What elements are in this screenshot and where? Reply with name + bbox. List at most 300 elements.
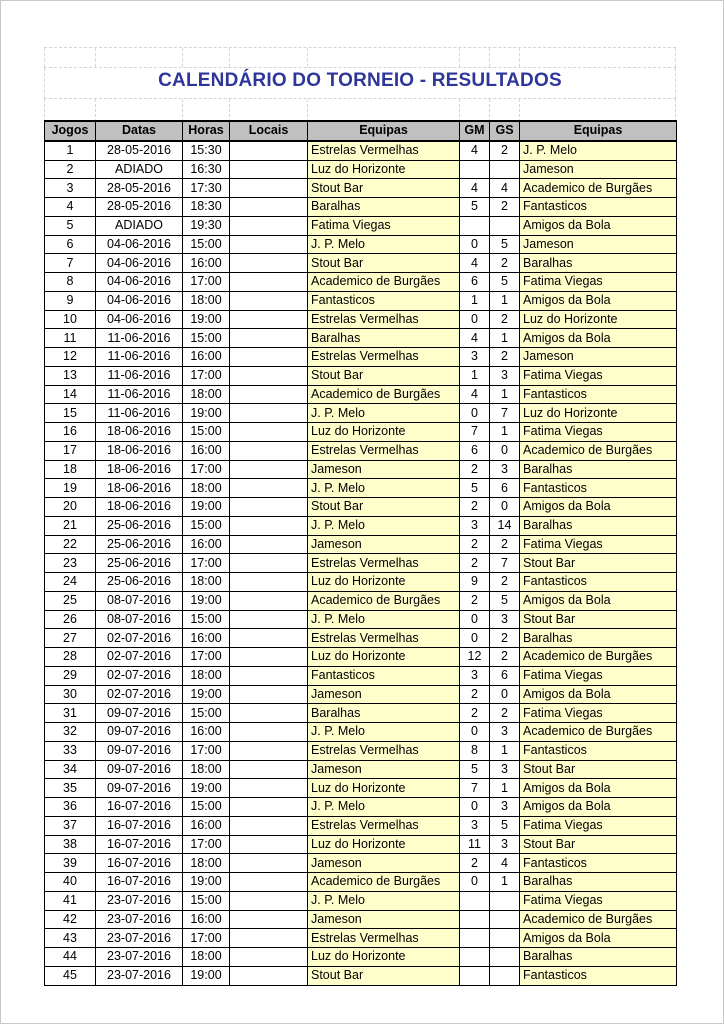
cell-gm: 4 [460, 329, 490, 348]
cell-data: 02-07-2016 [96, 666, 183, 685]
cell-gm: 4 [460, 141, 490, 160]
cell-hora: 15:00 [183, 891, 230, 910]
cell-hora: 17:00 [183, 273, 230, 292]
cell-gs: 6 [490, 479, 520, 498]
cell-equipa-fora: Stout Bar [520, 760, 677, 779]
table-row [45, 760, 677, 779]
cell-equipa-casa: J. P. Melo [308, 404, 460, 423]
cell-gs: 4 [490, 854, 520, 873]
cell-gm: 2 [460, 460, 490, 479]
cell-gm: 3 [460, 348, 490, 367]
cell-equipa-fora: Fantasticos [520, 573, 677, 592]
cell-gm: 0 [460, 235, 490, 254]
cell-gm: 2 [460, 854, 490, 873]
cell-equipa-fora: Amigos da Bola [520, 798, 677, 817]
cell-local [230, 666, 308, 685]
cell-equipa-fora: Amigos da Bola [520, 216, 677, 235]
cell-jogo: 17 [45, 441, 96, 460]
cell-gm: 2 [460, 535, 490, 554]
cell-gs: 1 [490, 741, 520, 760]
cell-equipa-fora: Fantasticos [520, 854, 677, 873]
cell-gs: 3 [490, 760, 520, 779]
cell-jogo: 26 [45, 610, 96, 629]
cell-equipa-casa: Baralhas [308, 704, 460, 723]
cell-equipa-fora: Amigos da Bola [520, 929, 677, 948]
table-row [45, 498, 677, 517]
cell-jogo: 34 [45, 760, 96, 779]
cell-jogo: 40 [45, 873, 96, 892]
cell-data: 11-06-2016 [96, 329, 183, 348]
cell-data: 02-07-2016 [96, 629, 183, 648]
cell-gs: 0 [490, 685, 520, 704]
cell-gs: 5 [490, 273, 520, 292]
cell-hora: 19:00 [183, 685, 230, 704]
cell-gs: 2 [490, 573, 520, 592]
cell-gs: 5 [490, 235, 520, 254]
cell-equipa-casa: Estrelas Vermelhas [308, 929, 460, 948]
cell-hora: 16:30 [183, 160, 230, 179]
cell-equipa-fora: Baralhas [520, 516, 677, 535]
cell-jogo: 2 [45, 160, 96, 179]
cell-gm: 4 [460, 179, 490, 198]
cell-jogo: 19 [45, 479, 96, 498]
cell-gs [490, 891, 520, 910]
cell-equipa-casa: J. P. Melo [308, 723, 460, 742]
cell-jogo: 38 [45, 835, 96, 854]
cell-gm: 3 [460, 666, 490, 685]
cell-jogo: 22 [45, 535, 96, 554]
cell-jogo: 14 [45, 385, 96, 404]
table-row [45, 816, 677, 835]
table-row [45, 573, 677, 592]
cell-data: 08-07-2016 [96, 610, 183, 629]
cell-equipa-fora: Academico de Burgães [520, 179, 677, 198]
cell-local [230, 929, 308, 948]
table-row [45, 929, 677, 948]
cell-jogo: 10 [45, 310, 96, 329]
table-row [45, 723, 677, 742]
cell-hora: 18:00 [183, 573, 230, 592]
cell-equipa-fora: Fantasticos [520, 385, 677, 404]
cell-gm: 6 [460, 441, 490, 460]
cell-gs: 2 [490, 648, 520, 667]
cell-jogo: 23 [45, 554, 96, 573]
cell-data: 28-05-2016 [96, 198, 183, 217]
header-locais: Locais [230, 121, 308, 141]
cell-jogo: 42 [45, 910, 96, 929]
cell-gm: 11 [460, 835, 490, 854]
cell-gm: 0 [460, 723, 490, 742]
cell-data: ADIADO [96, 160, 183, 179]
cell-gs: 2 [490, 535, 520, 554]
cell-equipa-fora: Fantasticos [520, 479, 677, 498]
cell-local [230, 704, 308, 723]
cell-gs: 7 [490, 404, 520, 423]
cell-equipa-fora: Fatima Viegas [520, 423, 677, 442]
cell-equipa-fora: Fatima Viegas [520, 666, 677, 685]
cell-equipa-fora: Fantasticos [520, 966, 677, 985]
table-row [45, 610, 677, 629]
cell-jogo: 27 [45, 629, 96, 648]
cell-data: 02-07-2016 [96, 648, 183, 667]
cell-local [230, 910, 308, 929]
table-row [45, 291, 677, 310]
cell-data: 11-06-2016 [96, 366, 183, 385]
cell-hora: 19:00 [183, 873, 230, 892]
table-row [45, 254, 677, 273]
cell-gm: 0 [460, 404, 490, 423]
cell-local [230, 891, 308, 910]
table-row [45, 273, 677, 292]
cell-gs: 1 [490, 423, 520, 442]
cell-equipa-fora: Academico de Burgães [520, 910, 677, 929]
cell-hora: 18:00 [183, 291, 230, 310]
header-gs: GS [490, 121, 520, 141]
cell-local [230, 366, 308, 385]
cell-data: 18-06-2016 [96, 479, 183, 498]
table-row [45, 779, 677, 798]
cell-equipa-casa: Stout Bar [308, 966, 460, 985]
cell-equipa-fora: Amigos da Bola [520, 591, 677, 610]
cell-hora: 19:00 [183, 404, 230, 423]
cell-jogo: 6 [45, 235, 96, 254]
cell-equipa-casa: Estrelas Vermelhas [308, 741, 460, 760]
table-row [45, 479, 677, 498]
cell-equipa-casa: Fantasticos [308, 666, 460, 685]
cell-data: 04-06-2016 [96, 273, 183, 292]
cell-jogo: 7 [45, 254, 96, 273]
cell-data: 09-07-2016 [96, 760, 183, 779]
cell-gs: 2 [490, 254, 520, 273]
cell-data: 25-06-2016 [96, 516, 183, 535]
cell-gm: 8 [460, 741, 490, 760]
table-row [45, 404, 677, 423]
cell-equipa-fora: Amigos da Bola [520, 685, 677, 704]
cell-equipa-fora: Jameson [520, 235, 677, 254]
cell-equipa-casa: Academico de Burgães [308, 273, 460, 292]
cell-jogo: 21 [45, 516, 96, 535]
cell-hora: 19:30 [183, 216, 230, 235]
cell-equipa-fora: Baralhas [520, 254, 677, 273]
cell-hora: 19:00 [183, 779, 230, 798]
cell-gm: 3 [460, 816, 490, 835]
cell-gm: 7 [460, 779, 490, 798]
cell-jogo: 12 [45, 348, 96, 367]
cell-hora: 18:00 [183, 854, 230, 873]
cell-gs: 1 [490, 385, 520, 404]
cell-data: 16-07-2016 [96, 835, 183, 854]
cell-data: 16-07-2016 [96, 798, 183, 817]
cell-equipa-casa: Estrelas Vermelhas [308, 554, 460, 573]
cell-equipa-fora: J. P. Melo [520, 141, 677, 160]
cell-equipa-fora: Academico de Burgães [520, 648, 677, 667]
cell-gm: 3 [460, 516, 490, 535]
results-table [44, 120, 677, 986]
cell-equipa-fora: Luz do Horizonte [520, 310, 677, 329]
cell-equipa-fora: Baralhas [520, 948, 677, 967]
cell-gm [460, 929, 490, 948]
cell-data: 04-06-2016 [96, 235, 183, 254]
cell-gs: 3 [490, 723, 520, 742]
cell-equipa-fora: Baralhas [520, 873, 677, 892]
cell-gs [490, 160, 520, 179]
cell-hora: 17:00 [183, 835, 230, 854]
cell-data: 04-06-2016 [96, 310, 183, 329]
cell-equipa-casa: Estrelas Vermelhas [308, 310, 460, 329]
cell-equipa-fora: Jameson [520, 160, 677, 179]
cell-data: 23-07-2016 [96, 929, 183, 948]
cell-data: 04-06-2016 [96, 254, 183, 273]
header-row [45, 121, 677, 141]
cell-local [230, 479, 308, 498]
table-row [45, 891, 677, 910]
cell-gs: 2 [490, 198, 520, 217]
cell-gs: 2 [490, 141, 520, 160]
cell-hora: 16:00 [183, 535, 230, 554]
cell-gs: 6 [490, 666, 520, 685]
cell-local [230, 610, 308, 629]
cell-equipa-casa: Luz do Horizonte [308, 648, 460, 667]
cell-jogo: 28 [45, 648, 96, 667]
cell-data: 16-07-2016 [96, 873, 183, 892]
cell-hora: 19:00 [183, 498, 230, 517]
cell-gm: 0 [460, 798, 490, 817]
cell-jogo: 20 [45, 498, 96, 517]
cell-equipa-fora: Academico de Burgães [520, 723, 677, 742]
cell-hora: 17:00 [183, 929, 230, 948]
header-datas: Datas [96, 121, 183, 141]
cell-hora: 16:00 [183, 441, 230, 460]
cell-hora: 15:00 [183, 423, 230, 442]
cell-equipa-fora: Academico de Burgães [520, 441, 677, 460]
cell-equipa-casa: Jameson [308, 910, 460, 929]
cell-hora: 17:00 [183, 741, 230, 760]
cell-hora: 16:00 [183, 348, 230, 367]
cell-equipa-casa: J. P. Melo [308, 235, 460, 254]
cell-gs: 3 [490, 610, 520, 629]
cell-jogo: 15 [45, 404, 96, 423]
cell-equipa-casa: J. P. Melo [308, 891, 460, 910]
cell-gm: 4 [460, 385, 490, 404]
cell-jogo: 36 [45, 798, 96, 817]
cell-gm: 4 [460, 254, 490, 273]
cell-hora: 15:30 [183, 141, 230, 160]
table-row [45, 423, 677, 442]
cell-data: 28-05-2016 [96, 179, 183, 198]
cell-gm: 0 [460, 873, 490, 892]
cell-jogo: 18 [45, 460, 96, 479]
cell-local [230, 554, 308, 573]
cell-local [230, 310, 308, 329]
cell-data: 16-07-2016 [96, 816, 183, 835]
cell-gm [460, 910, 490, 929]
cell-data: 02-07-2016 [96, 685, 183, 704]
cell-gs: 1 [490, 779, 520, 798]
cell-jogo: 3 [45, 179, 96, 198]
cell-local [230, 535, 308, 554]
cell-jogo: 35 [45, 779, 96, 798]
cell-gm: 2 [460, 685, 490, 704]
cell-gs: 2 [490, 704, 520, 723]
cell-equipa-casa: Academico de Burgães [308, 591, 460, 610]
cell-gm: 1 [460, 366, 490, 385]
cell-gs: 5 [490, 591, 520, 610]
cell-jogo: 8 [45, 273, 96, 292]
table-row [45, 666, 677, 685]
cell-local [230, 741, 308, 760]
cell-data: 09-07-2016 [96, 704, 183, 723]
cell-equipa-fora: Amigos da Bola [520, 498, 677, 517]
cell-gm: 0 [460, 610, 490, 629]
cell-hora: 16:00 [183, 816, 230, 835]
cell-gm: 9 [460, 573, 490, 592]
cell-local [230, 198, 308, 217]
cell-local [230, 629, 308, 648]
cell-data: 25-06-2016 [96, 573, 183, 592]
cell-gm: 5 [460, 760, 490, 779]
cell-equipa-casa: Jameson [308, 460, 460, 479]
header-horas: Horas [183, 121, 230, 141]
cell-local [230, 816, 308, 835]
cell-equipa-casa: Estrelas Vermelhas [308, 629, 460, 648]
cell-hora: 16:00 [183, 254, 230, 273]
cell-local [230, 423, 308, 442]
cell-local [230, 235, 308, 254]
page-title: CALENDÁRIO DO TORNEIO - RESULTADOS [158, 70, 562, 91]
cell-gs: 3 [490, 460, 520, 479]
cell-equipa-casa: Estrelas Vermelhas [308, 816, 460, 835]
table-row [45, 441, 677, 460]
cell-local [230, 516, 308, 535]
cell-jogo: 9 [45, 291, 96, 310]
cell-local [230, 873, 308, 892]
cell-hora: 18:00 [183, 479, 230, 498]
cell-local [230, 573, 308, 592]
cell-jogo: 37 [45, 816, 96, 835]
cell-gm [460, 966, 490, 985]
cell-hora: 17:00 [183, 554, 230, 573]
cell-equipa-casa: Academico de Burgães [308, 873, 460, 892]
cell-local [230, 779, 308, 798]
cell-gs: 2 [490, 348, 520, 367]
table-row [45, 741, 677, 760]
cell-jogo: 1 [45, 141, 96, 160]
table-row [45, 629, 677, 648]
table-row [45, 535, 677, 554]
cell-hora: 17:00 [183, 460, 230, 479]
cell-local [230, 760, 308, 779]
cell-jogo: 11 [45, 329, 96, 348]
cell-data: 08-07-2016 [96, 591, 183, 610]
cell-gm [460, 216, 490, 235]
cell-local [230, 329, 308, 348]
cell-gs: 7 [490, 554, 520, 573]
cell-hora: 18:00 [183, 666, 230, 685]
cell-equipa-casa: Baralhas [308, 329, 460, 348]
cell-equipa-casa: Jameson [308, 854, 460, 873]
cell-gm: 7 [460, 423, 490, 442]
cell-equipa-fora: Fatima Viegas [520, 273, 677, 292]
cell-jogo: 43 [45, 929, 96, 948]
cell-hora: 18:00 [183, 760, 230, 779]
header-jogos: Jogos [45, 121, 96, 141]
cell-local [230, 441, 308, 460]
cell-local [230, 498, 308, 517]
cell-data: 23-07-2016 [96, 891, 183, 910]
cell-local [230, 460, 308, 479]
cell-gm: 5 [460, 479, 490, 498]
cell-gm: 2 [460, 498, 490, 517]
cell-equipa-casa: Luz do Horizonte [308, 423, 460, 442]
table-row [45, 591, 677, 610]
cell-gs: 1 [490, 873, 520, 892]
cell-equipa-fora: Amigos da Bola [520, 779, 677, 798]
cell-data: 25-06-2016 [96, 554, 183, 573]
table-row [45, 648, 677, 667]
cell-gm: 2 [460, 554, 490, 573]
cell-equipa-casa: J. P. Melo [308, 516, 460, 535]
cell-data: 23-07-2016 [96, 966, 183, 985]
table-row [45, 516, 677, 535]
cell-jogo: 41 [45, 891, 96, 910]
cell-gm: 0 [460, 310, 490, 329]
cell-equipa-fora: Baralhas [520, 629, 677, 648]
cell-equipa-fora: Fatima Viegas [520, 366, 677, 385]
cell-equipa-fora: Fatima Viegas [520, 704, 677, 723]
cell-jogo: 39 [45, 854, 96, 873]
cell-local [230, 273, 308, 292]
cell-local [230, 291, 308, 310]
table-row [45, 198, 677, 217]
cell-data: 09-07-2016 [96, 723, 183, 742]
cell-equipa-fora: Fatima Viegas [520, 891, 677, 910]
cell-hora: 16:00 [183, 629, 230, 648]
cell-data: 11-06-2016 [96, 385, 183, 404]
cell-equipa-casa: Baralhas [308, 198, 460, 217]
table-row [45, 835, 677, 854]
cell-equipa-fora: Fantasticos [520, 198, 677, 217]
table-row [45, 235, 677, 254]
cell-equipa-casa: Luz do Horizonte [308, 835, 460, 854]
cell-gs: 5 [490, 816, 520, 835]
cell-gs: 0 [490, 441, 520, 460]
cell-local [230, 948, 308, 967]
table-row [45, 966, 677, 985]
cell-jogo: 32 [45, 723, 96, 742]
cell-equipa-fora: Stout Bar [520, 835, 677, 854]
cell-local [230, 404, 308, 423]
cell-equipa-fora: Amigos da Bola [520, 291, 677, 310]
cell-equipa-fora: Stout Bar [520, 554, 677, 573]
cell-equipa-fora: Amigos da Bola [520, 329, 677, 348]
table-row [45, 179, 677, 198]
cell-equipa-casa: J. P. Melo [308, 610, 460, 629]
cell-jogo: 45 [45, 966, 96, 985]
cell-gs: 1 [490, 329, 520, 348]
cell-data: 23-07-2016 [96, 948, 183, 967]
cell-equipa-fora: Fatima Viegas [520, 816, 677, 835]
cell-jogo: 24 [45, 573, 96, 592]
cell-jogo: 16 [45, 423, 96, 442]
cell-jogo: 31 [45, 704, 96, 723]
cell-hora: 17:30 [183, 179, 230, 198]
table-row [45, 798, 677, 817]
cell-gs [490, 929, 520, 948]
cell-gs: 3 [490, 366, 520, 385]
cell-equipa-fora: Baralhas [520, 460, 677, 479]
table-row [45, 460, 677, 479]
cell-local [230, 835, 308, 854]
